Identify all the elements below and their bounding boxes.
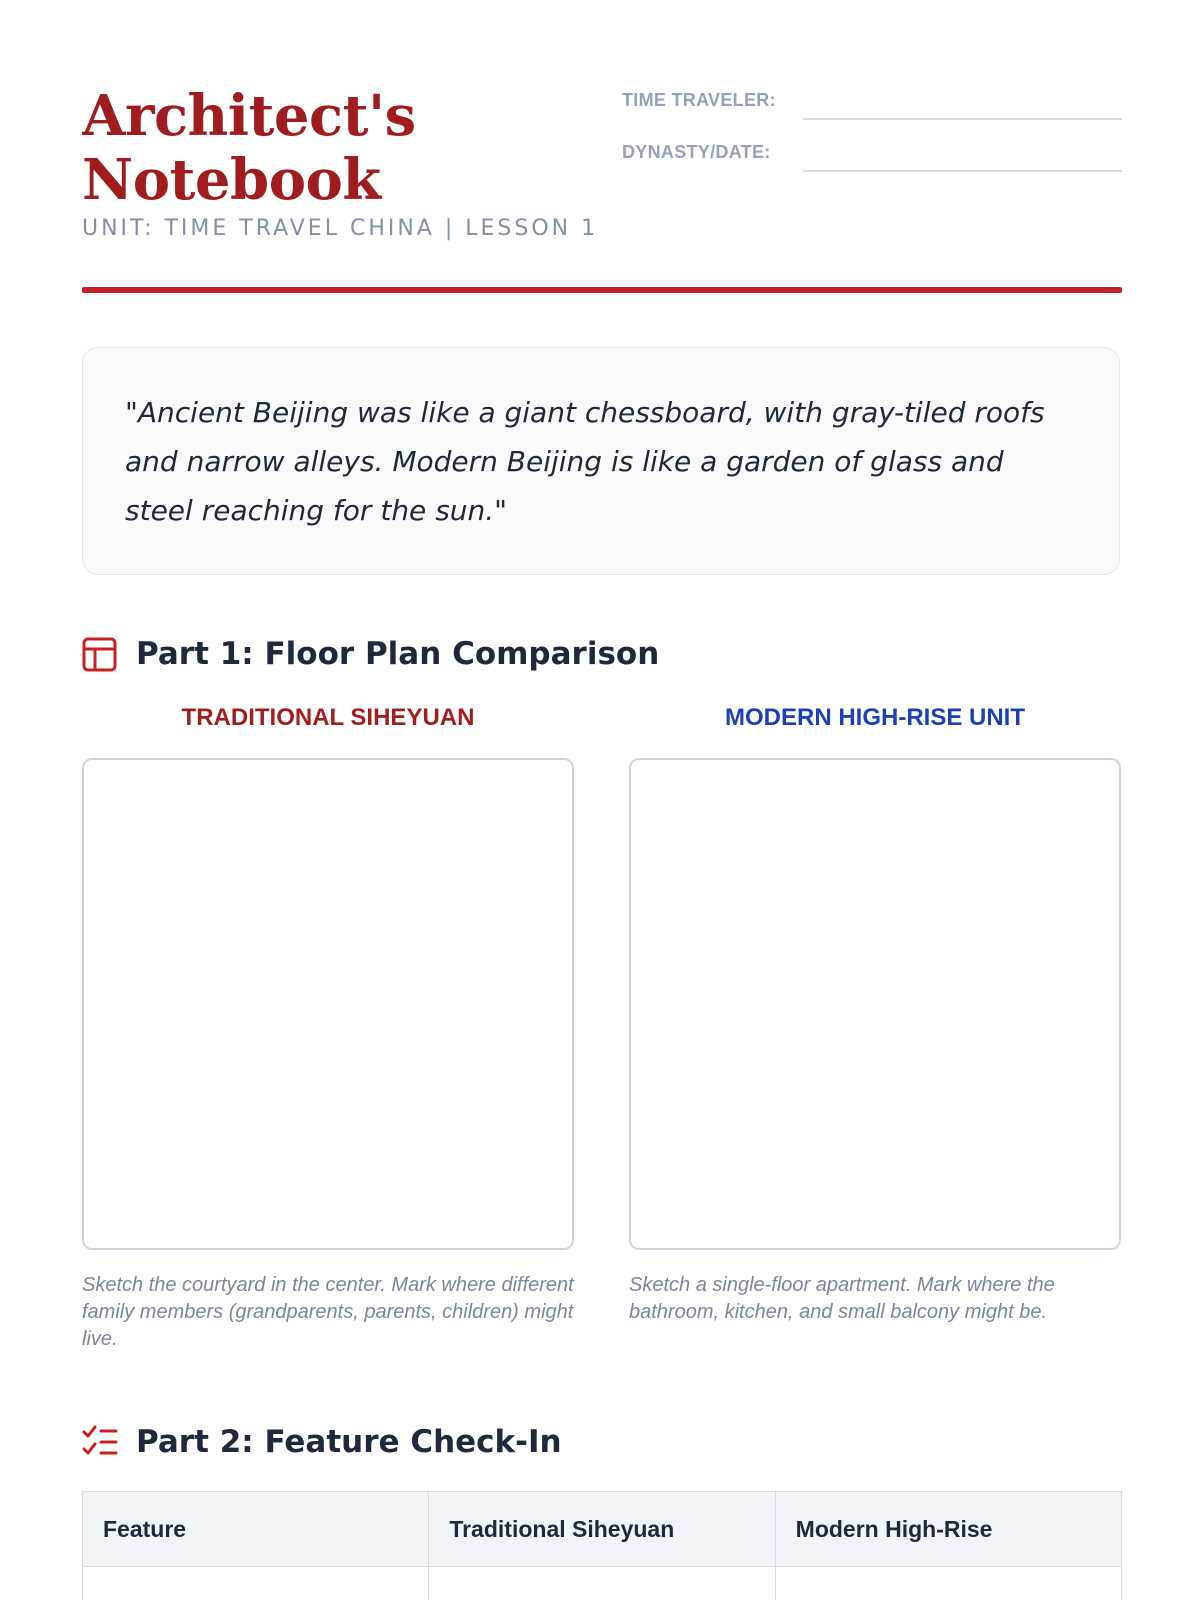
- time-traveler-field: [622, 86, 1122, 116]
- column-header-modern: Modern High-Rise: [775, 1492, 1121, 1567]
- checklist-icon: [82, 1424, 118, 1460]
- title-line-2: Notebook: [82, 147, 381, 213]
- modern-sketch-area[interactable]: [629, 758, 1121, 1250]
- part1-heading: [82, 634, 659, 674]
- title-line-1: Architect's: [82, 83, 416, 149]
- layout-icon: [82, 636, 118, 672]
- quote-box: [82, 347, 1120, 575]
- time-traveler-label: TIME TRAVELER:: [622, 90, 776, 110]
- traditional-sketch-area[interactable]: [82, 758, 574, 1250]
- table-cell-traditional[interactable]: [429, 1567, 775, 1600]
- quote-text: "Ancient Beijing was like a giant chessboard, with gray-tiled roofs and narrow alleys. Modern Beijing is like a garden of glass and steel reaching for the sun.": [125, 396, 1045, 527]
- modern-plan-hint: Sketch a single-floor apartment. Mark where the bathroom, kitchen, and small balcony might be.: [629, 1274, 1055, 1323]
- unit-subtitle: UNIT: TIME TRAVEL CHINA | LESSON 1: [82, 216, 599, 241]
- table-header-row: [83, 1492, 1122, 1567]
- part2-heading: [82, 1422, 562, 1462]
- modern-plan-label: MODERN HIGH-RISE UNIT: [725, 704, 1025, 731]
- dynasty-date-field: [622, 138, 1122, 168]
- traditional-plan-label: TRADITIONAL SIHEYUAN: [181, 704, 475, 731]
- table-cell-feature: [83, 1567, 429, 1600]
- table-cell-modern[interactable]: [775, 1567, 1121, 1600]
- header-divider: [82, 287, 1122, 293]
- dynasty-date-label: DYNASTY/DATE:: [622, 142, 771, 162]
- column-header-feature: Feature: [83, 1492, 429, 1567]
- table-row: [83, 1567, 1122, 1600]
- time-traveler-input-line[interactable]: [803, 118, 1122, 120]
- column-header-traditional: Traditional Siheyuan: [429, 1492, 775, 1567]
- traditional-plan-column: [82, 700, 574, 1353]
- worksheet-page: [82, 0, 1122, 1600]
- feature-table: [82, 1491, 1122, 1600]
- modern-plan-column: [629, 700, 1121, 1326]
- page-title: [82, 84, 416, 212]
- part2-title: Part 2: Feature Check-In: [136, 1424, 562, 1460]
- dynasty-date-input-line[interactable]: [803, 170, 1122, 172]
- part1-title: Part 1: Floor Plan Comparison: [136, 636, 660, 672]
- traditional-plan-hint: Sketch the courtyard in the center. Mark where different family members (grandparents, parents, children) might live.: [82, 1274, 574, 1350]
